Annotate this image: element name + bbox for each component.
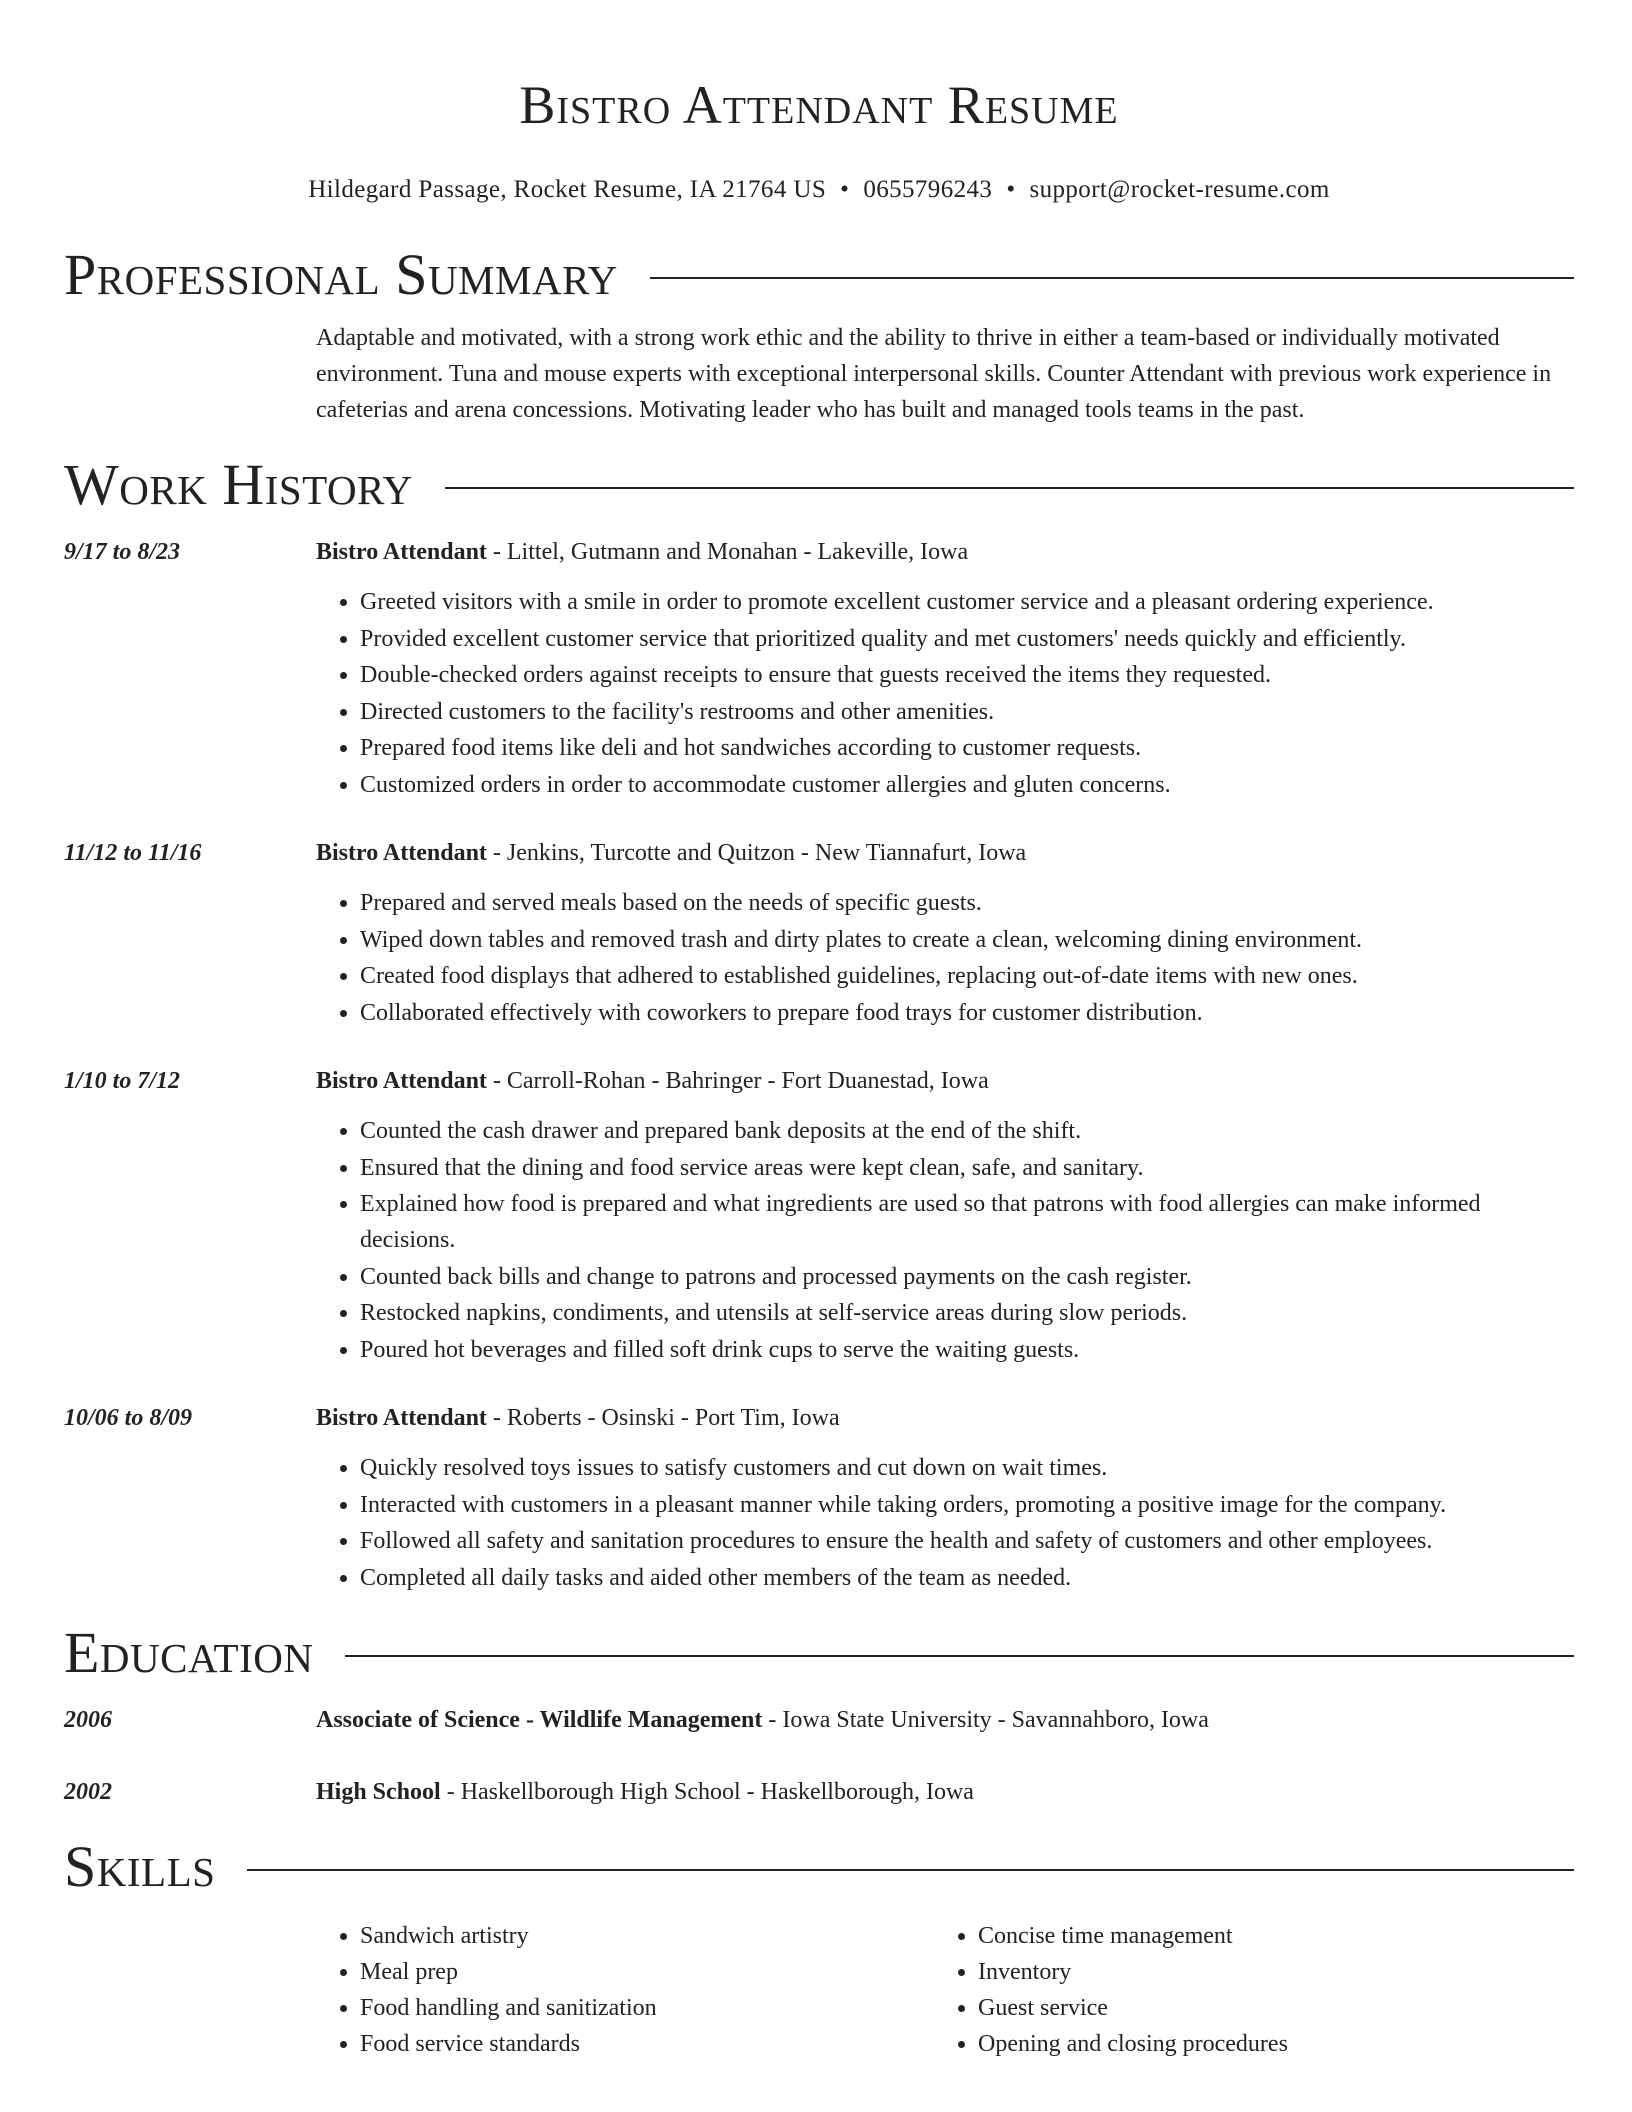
job-entry (64, 1400, 1574, 1596)
list-item: • Prepared and served meals based on the needs of specific guests. (360, 885, 1574, 921)
education-degree: High School (316, 1779, 441, 1805)
skills-column-left (316, 1918, 934, 2062)
job-details: - Littel, Gutmann and Monahan - Lakeville, Iowa (486, 539, 969, 565)
job-heading (316, 1063, 1574, 1099)
job-duties-list (316, 1113, 1574, 1368)
job-heading (316, 534, 1574, 570)
education-heading-line (316, 1702, 1574, 1738)
contact-phone: 0655796243 (863, 176, 993, 203)
education-year: 2006 (64, 1707, 112, 1733)
contact-address: Hildegard Passage, Rocket Resume, IA 21764 US (308, 176, 827, 203)
job-duties-list (316, 1450, 1574, 1596)
skill-item: • Meal prep (360, 1954, 934, 1990)
job-title: Bistro Attendant (316, 539, 487, 565)
section-divider (650, 277, 1574, 279)
education-heading-line (316, 1774, 1574, 1810)
education-year: 2002 (64, 1779, 112, 1805)
skill-item: • Inventory (978, 1954, 1552, 1990)
skill-item: • Concise time management (978, 1918, 1552, 1954)
skills-heading: Skills (64, 1834, 216, 1899)
list-item: • Counted the cash drawer and prepared bank deposits at the end of the shift. (360, 1113, 1574, 1149)
summary-text: Adaptable and motivated, with a strong work ethic and the ability to thrive in either a team-based or individually motivated environment. Tuna and mouse experts with exceptional interpersonal skills. Counter Attendant with previous work experience in cafeterias and arena concessions. Motivating leader who has built and managed tools teams in the past. (316, 325, 1552, 423)
education-details: - Iowa State University - Savannahboro, Iowa (762, 1707, 1209, 1733)
contact-separator: • (840, 176, 850, 203)
education-heading: Education (64, 1620, 314, 1685)
list-item: • Created food displays that adhered to established guidelines, replacing out-of-date items with new ones. (360, 958, 1574, 994)
work-section-header (64, 450, 1574, 520)
job-body (316, 534, 1574, 803)
job-details: - Roberts - Osinski - Port Tim, Iowa (486, 1405, 840, 1431)
skill-item: • Guest service (978, 1990, 1552, 2026)
list-item: • Explained how food is prepared and what ingredients are used so that patrons with food allergies can make informed decisions. (360, 1186, 1574, 1258)
skill-item: • Sandwich artistry (360, 1918, 934, 1954)
job-details: - Jenkins, Turcotte and Quitzon - New Tiannafurt, Iowa (486, 840, 1027, 866)
job-dates: 9/17 to 8/23 (64, 539, 181, 565)
list-item: • Double-checked orders against receipts to ensure that guests received the items they requested. (360, 657, 1574, 693)
list-item: • Interacted with customers in a pleasant manner while taking orders, promoting a positive image for the company. (360, 1487, 1574, 1523)
list-item: • Customized orders in order to accommodate customer allergies and gluten concerns. (360, 767, 1574, 803)
list-item: • Directed customers to the facility's restrooms and other amenities. (360, 694, 1574, 730)
list-item: • Prepared food items like deli and hot sandwiches according to customer requests. (360, 730, 1574, 766)
job-heading (316, 1400, 1574, 1436)
job-entry (64, 534, 1574, 803)
education-details: - Haskellborough High School - Haskellborough, Iowa (440, 1779, 974, 1805)
summary-section-header (64, 240, 1574, 310)
education-degree: Associate of Science - Wildlife Management (316, 1707, 763, 1733)
job-entry (64, 835, 1574, 1031)
list-item: • Counted back bills and change to patrons and processed payments on the cash register. (360, 1259, 1574, 1295)
list-item: • Greeted visitors with a smile in order to promote excellent customer service and a pleasant ordering experience. (360, 584, 1574, 620)
job-duties-list (316, 885, 1574, 1031)
list-item: • Collaborated effectively with coworkers to prepare food trays for customer distribution. (360, 995, 1574, 1031)
job-title: Bistro Attendant (316, 1068, 487, 1094)
list-item: • Ensured that the dining and food service areas were kept clean, safe, and sanitary. (360, 1150, 1574, 1186)
list-item: • Wiped down tables and removed trash and dirty plates to create a clean, welcoming dining environment. (360, 922, 1574, 958)
resume-page (64, 0, 1574, 2062)
contact-separator: • (1006, 176, 1016, 203)
skill-item: • Food handling and sanitization (360, 1990, 934, 2026)
skill-item: • Food service standards (360, 2026, 934, 2062)
contact-email: support@rocket-resume.com (1029, 176, 1330, 203)
resume-title: Bistro Attendant Resume (519, 75, 1119, 135)
job-heading (316, 835, 1574, 871)
job-details: - Carroll-Rohan - Bahringer - Fort Duanestad, Iowa (486, 1068, 989, 1094)
list-item: • Completed all daily tasks and aided other members of the team as needed. (360, 1560, 1574, 1596)
job-body (316, 1063, 1574, 1368)
job-entry (64, 1063, 1574, 1368)
section-divider (247, 1869, 1574, 1871)
list-item: • Followed all safety and sanitation procedures to ensure the health and safety of customers and other employees. (360, 1523, 1574, 1559)
contact-line (64, 172, 1574, 208)
education-entry (64, 1702, 1574, 1738)
job-body (316, 835, 1574, 1031)
list-item: • Provided excellent customer service that prioritized quality and met customers' needs quickly and efficiently. (360, 621, 1574, 657)
job-body (316, 1400, 1574, 1596)
skills-column-right (934, 1918, 1552, 2062)
section-divider (345, 1655, 1574, 1657)
skills-list (316, 1918, 1574, 2062)
education-section-header (64, 1618, 1574, 1688)
job-dates: 1/10 to 7/12 (64, 1068, 181, 1094)
list-item: • Poured hot beverages and filled soft drink cups to serve the waiting guests. (360, 1332, 1574, 1368)
summary-heading: Professional Summary (64, 242, 618, 307)
job-duties-list (316, 584, 1574, 803)
job-dates: 11/12 to 11/16 (64, 840, 202, 866)
job-title: Bistro Attendant (316, 1405, 487, 1431)
list-item: • Restocked napkins, condiments, and utensils at self-service areas during slow periods. (360, 1295, 1574, 1331)
skills-section-header (64, 1832, 1574, 1902)
section-divider (445, 487, 1574, 489)
skill-item: • Opening and closing procedures (978, 2026, 1552, 2062)
job-dates: 10/06 to 8/09 (64, 1405, 193, 1431)
job-title: Bistro Attendant (316, 840, 487, 866)
work-heading: Work History (64, 452, 413, 517)
list-item: • Quickly resolved toys issues to satisfy customers and cut down on wait times. (360, 1450, 1574, 1486)
education-entry (64, 1774, 1574, 1810)
